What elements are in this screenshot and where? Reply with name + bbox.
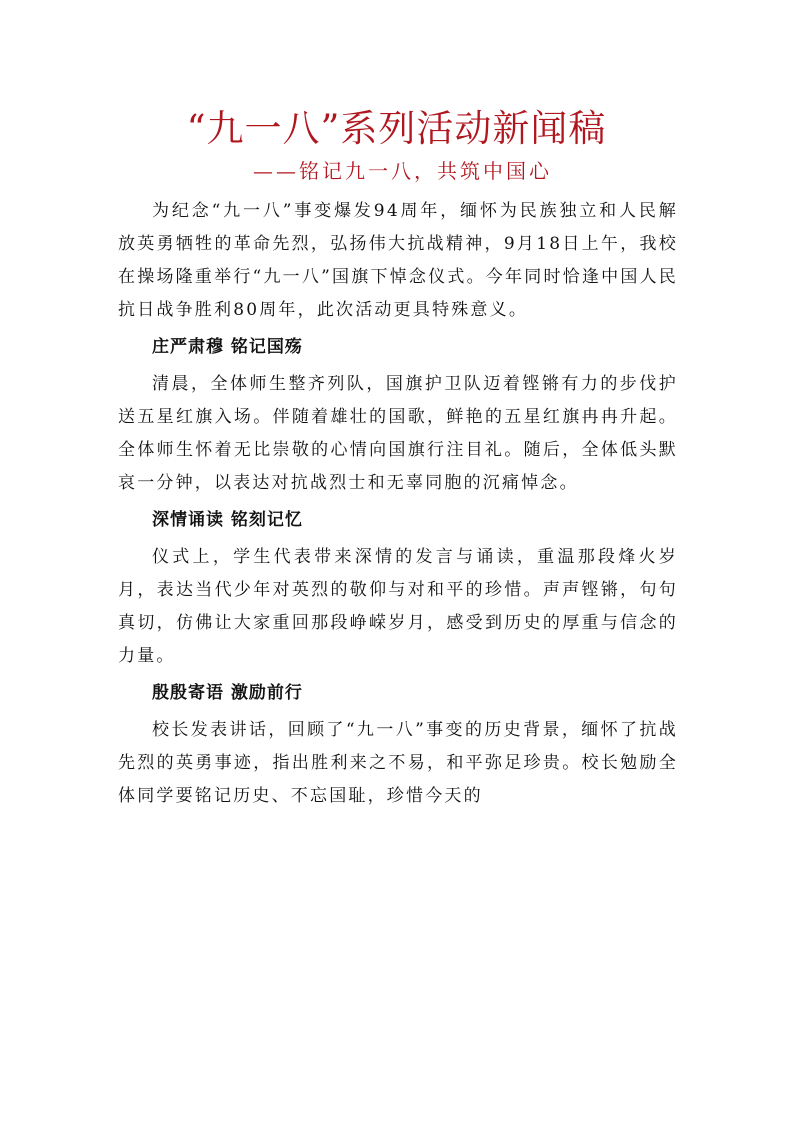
section-paragraph: 校长发表讲话，回顾了“九一八”事变的历史背景，缅怀了抗战先烈的英勇事迹，指出胜利来之不易，和平弥足珍贵。校长勉励全体同学要铭记历史、不忘国耻，珍惜今天的: [118, 720, 678, 806]
document-body: [118, 195, 678, 813]
document-title: “九一八”系列活动新闻稿: [186, 107, 607, 150]
section-paragraph: 清晨，全体师生整齐列队，国旗护卫队迈着铿锵有力的步伐护送五星红旗入场。伴随着雄壮的国歌，鲜艳的五星红旗冉冉升起。全体师生怀着无比崇敬的心情向国旗行注目礼。随后，全体低头默哀一分钟，以表达对抗战烈士和无辜同胞的沉痛悼念。: [118, 374, 678, 493]
section-heading: 庄严肃穆 铭记国殇: [152, 337, 303, 357]
document-subtitle: ——铭记九一八，共筑中国心: [253, 159, 552, 183]
section-heading: 深情诵读 铭刻记忆: [152, 510, 303, 530]
section-paragraph: 仪式上，学生代表带来深情的发言与诵读，重温那段烽火岁月，表达当代少年对英烈的敬仰与对和平的珍惜。声声铿锵，句句真切，仿佛让大家重回那段峥嵘岁月，感受到历史的厚重与信念的力量。: [118, 547, 678, 666]
intro-paragraph: 为纪念“九一八”事变爆发94周年，缅怀为民族独立和人民解放英勇牺牲的革命先烈，弘扬伟大抗战精神，9月18日上午，我校在操场隆重举行“九一八”国旗下悼念仪式。今年同时恰逢中国人民抗日战争胜利80周年，此次活动更具特殊意义。: [118, 201, 678, 320]
section-heading: 殷殷寄语 激励前行: [152, 683, 303, 703]
